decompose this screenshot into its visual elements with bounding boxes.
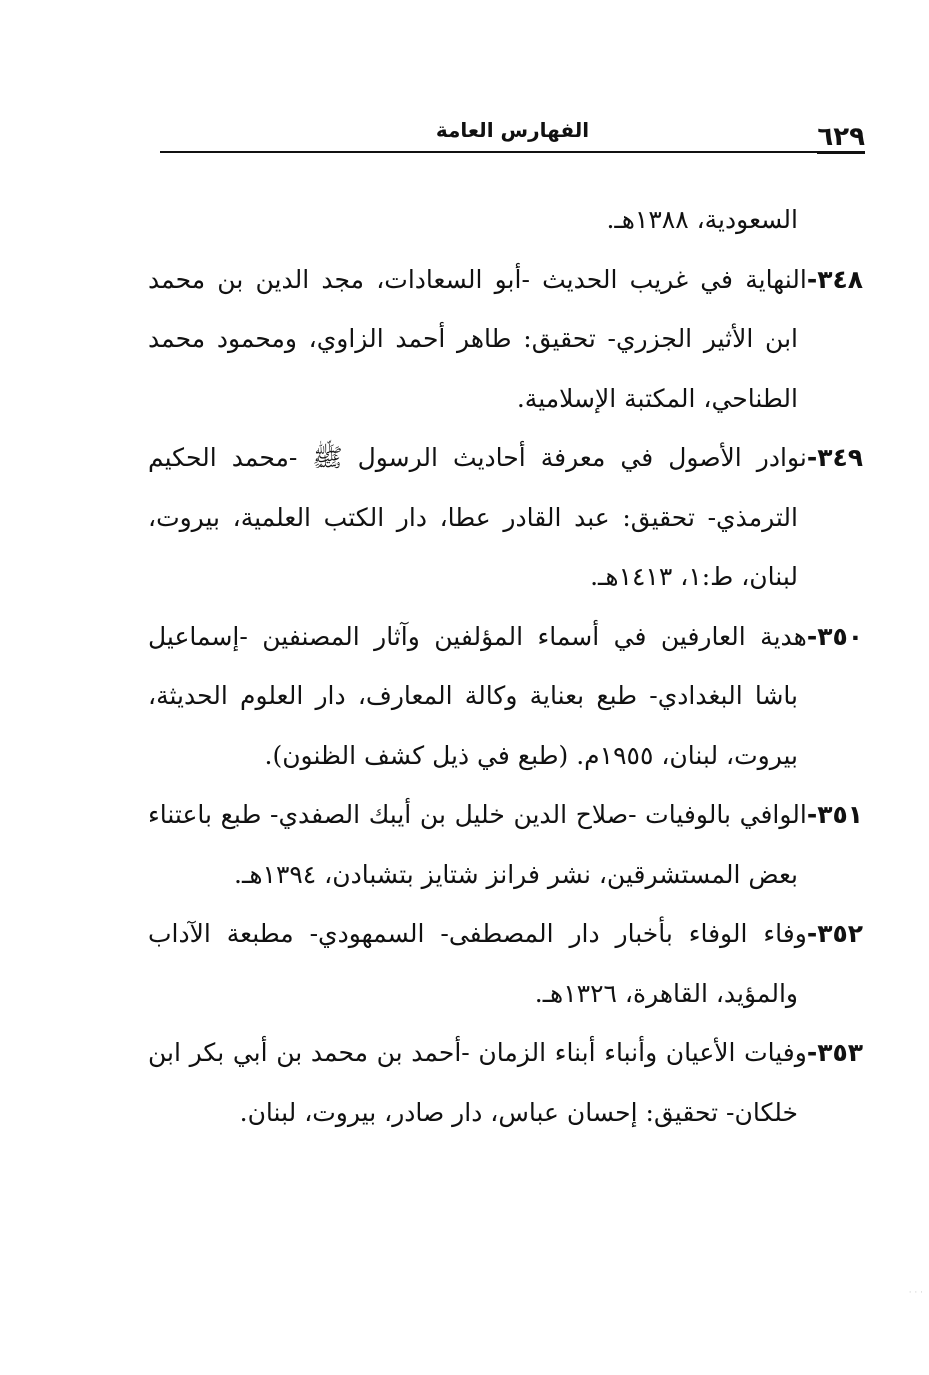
scan-corner-mark: · · · [908, 1288, 923, 1298]
header-rule [160, 151, 865, 153]
entry-text: النهاية في غريب الحديث -أبو السعادات، مجد الدين بن محمد ابن الأثير الجزري- تحقيق: طاهر أحمد الزاوي، ومحمود محمد الطناحي، المكتبة الإسلامية. [148, 264, 807, 413]
bibliography-entry-351 [148, 785, 863, 904]
running-title: الفهارس العامة [435, 118, 590, 142]
entry-number: ٣٥٣- [806, 1038, 863, 1067]
continuation-line: السعودية، ١٣٨٨هـ. [606, 205, 798, 234]
entry-number: ٣٤٨- [806, 264, 863, 294]
bibliography-entry-353 [148, 1023, 863, 1142]
entry-number: ٣٥١- [806, 800, 863, 829]
page-number: ٦٢٩ [817, 122, 865, 152]
bibliography-entry-349 [148, 428, 863, 607]
entry-text: هدية العارفين في أسماء المؤلفين وآثار المصنفين -إسماعيل باشا البغدادي- طبع بعناية وكالة المعارف، دار العلوم الحديثة، بيروت، لبنان، ١٩٥٥م. (طبع في ذيل كشف الظنون). [148, 621, 807, 770]
bibliography-list [148, 190, 863, 1142]
bibliography-entry-352 [148, 904, 863, 1023]
bibliography-entry-348 [148, 250, 863, 429]
entry-text: نوادر الأصول في معرفة أحاديث الرسول ﷺ -محمد الحكيم الترمذي- تحقيق: عبد القادر عطا، دار الكتب العلمية، بيروت، لبنان، ط:١، ١٤١٣هـ. [148, 443, 807, 591]
entry-number: ٣٥٢- [806, 919, 863, 948]
entry-number: ٣٥٠- [806, 621, 863, 651]
page-header [160, 108, 865, 156]
entry-text: الوافي بالوفيات -صلاح الدين خليل بن أيبك الصفدي- طبع باعتناء بعض المستشرقين، نشر فرانز شتايز بتشبادن، ١٣٩٤هـ. [148, 800, 807, 889]
entry-text: وفيات الأعيان وأنباء أبناء الزمان -أحمد بن محمد بن أبي بكر ابن خلكان- تحقيق: إحسان عباس، دار صادر، بيروت، لبنان. [148, 1038, 807, 1127]
entry-text: وفاء الوفاء بأخبار دار المصطفى- السمهودي- مطبعة الآداب والمؤيد، القاهرة، ١٣٢٦هـ. [148, 919, 807, 1008]
entry-number: ٣٤٩- [806, 443, 863, 472]
bibliography-entry-350 [148, 607, 863, 786]
